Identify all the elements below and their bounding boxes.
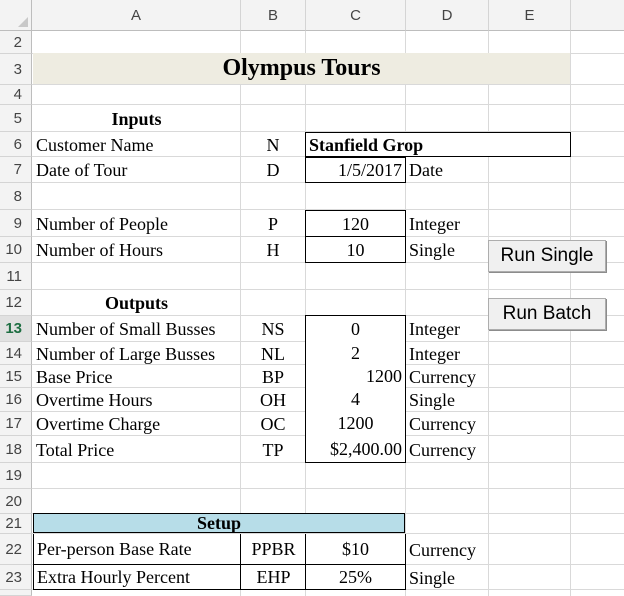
number-of-hours-cell[interactable]: 10 xyxy=(305,236,406,263)
row-header[interactable]: 23 xyxy=(0,565,32,590)
output-label: Number of Small Busses xyxy=(36,319,216,339)
row-header[interactable]: 12 xyxy=(0,290,32,316)
sheet-title: Olympus Tours xyxy=(33,53,570,84)
row-header[interactable]: 21 xyxy=(0,514,32,534)
output-label: Overtime Hours xyxy=(36,390,153,410)
output-code: NS xyxy=(261,319,285,339)
output-type: Currency xyxy=(409,414,476,434)
input-code: P xyxy=(267,213,278,234)
output-type: Integer xyxy=(409,343,460,364)
row-header[interactable]: 6 xyxy=(0,132,32,157)
setup-code: EHP xyxy=(240,565,306,590)
number-of-people-cell[interactable]: 120 xyxy=(305,210,406,237)
row-header[interactable]: 4 xyxy=(0,85,32,105)
corner-triangle-icon xyxy=(18,17,28,27)
row-header[interactable]: 20 xyxy=(0,489,32,514)
setup-label: Per-person Base Rate xyxy=(33,534,240,565)
total-price-cell[interactable]: $2,400.00 xyxy=(305,435,406,463)
row-header[interactable]: 5 xyxy=(0,105,32,132)
row-header[interactable]: 18 xyxy=(0,436,32,463)
setup-type: Currency xyxy=(409,539,476,560)
date-of-tour-cell[interactable]: 1/5/2017 xyxy=(305,157,406,183)
output-value[interactable]: 1200 xyxy=(305,364,406,388)
row-header[interactable]: 8 xyxy=(0,183,32,210)
row-header[interactable]: 19 xyxy=(0,463,32,489)
setup-code: PPBR xyxy=(240,534,306,565)
row-header-active[interactable]: 13 xyxy=(0,316,32,342)
setup-label: Extra Hourly Percent xyxy=(33,565,240,590)
row-header[interactable]: 16 xyxy=(0,388,32,412)
column-header-e[interactable]: E xyxy=(489,0,571,31)
select-all-corner[interactable] xyxy=(0,0,32,31)
input-label: Date of Tour xyxy=(36,160,128,180)
column-header-d[interactable]: D xyxy=(406,0,489,31)
input-type: Single xyxy=(409,240,456,260)
output-type: Currency xyxy=(409,439,476,460)
input-code: D xyxy=(266,160,280,180)
row-header[interactable]: 17 xyxy=(0,412,32,436)
output-label: Number of Large Busses xyxy=(36,343,216,364)
row-header[interactable]: 14 xyxy=(0,342,32,365)
column-header-a[interactable]: A xyxy=(32,0,241,31)
output-code: OH xyxy=(260,390,286,410)
setup-value[interactable]: $10 xyxy=(305,534,406,565)
row-header[interactable]: 15 xyxy=(0,365,32,388)
output-code: BP xyxy=(261,366,285,387)
setup-header: Setup xyxy=(33,513,405,533)
outputs-header: Outputs xyxy=(104,293,169,313)
row-header[interactable]: 10 xyxy=(0,237,32,263)
input-label: Customer Name xyxy=(36,134,154,155)
row-header[interactable]: 7 xyxy=(0,157,32,183)
input-code: H xyxy=(266,240,280,260)
setup-type: Single xyxy=(409,567,456,588)
column-header-c[interactable]: C xyxy=(306,0,406,31)
column-header-b[interactable]: B xyxy=(241,0,306,31)
output-type: Single xyxy=(409,390,456,410)
run-batch-button[interactable]: Run Batch xyxy=(488,298,606,330)
output-code: TP xyxy=(262,439,284,460)
output-label: Total Price xyxy=(36,439,115,460)
input-code: N xyxy=(266,134,280,155)
customer-name-cell[interactable]: Stanfield Grop xyxy=(305,132,571,157)
output-type: Integer xyxy=(409,319,460,339)
row-header[interactable]: 3 xyxy=(0,54,32,85)
output-code: NL xyxy=(261,343,285,364)
output-label: Overtime Charge xyxy=(36,414,161,434)
output-code: OC xyxy=(260,414,286,434)
output-value[interactable]: 4 xyxy=(305,387,406,412)
run-single-button[interactable]: Run Single xyxy=(488,240,606,272)
row-header[interactable] xyxy=(0,590,32,596)
output-value[interactable]: 1200 xyxy=(305,411,406,436)
input-type: Integer xyxy=(409,213,460,234)
row-header[interactable]: 22 xyxy=(0,534,32,565)
row-header[interactable]: 2 xyxy=(0,31,32,54)
input-label: Number of Hours xyxy=(36,240,163,260)
input-type: Date xyxy=(409,160,443,180)
row-header[interactable]: 11 xyxy=(0,263,32,290)
row-header[interactable]: 9 xyxy=(0,210,32,237)
output-label: Base Price xyxy=(36,366,113,387)
column-header-f[interactable] xyxy=(571,0,624,31)
input-label: Number of People xyxy=(36,213,168,234)
inputs-header: Inputs xyxy=(111,108,162,129)
output-value[interactable]: 2 xyxy=(305,341,406,365)
setup-value[interactable]: 25% xyxy=(305,565,406,590)
output-type: Currency xyxy=(409,366,476,387)
output-value[interactable]: 0 xyxy=(305,315,406,342)
